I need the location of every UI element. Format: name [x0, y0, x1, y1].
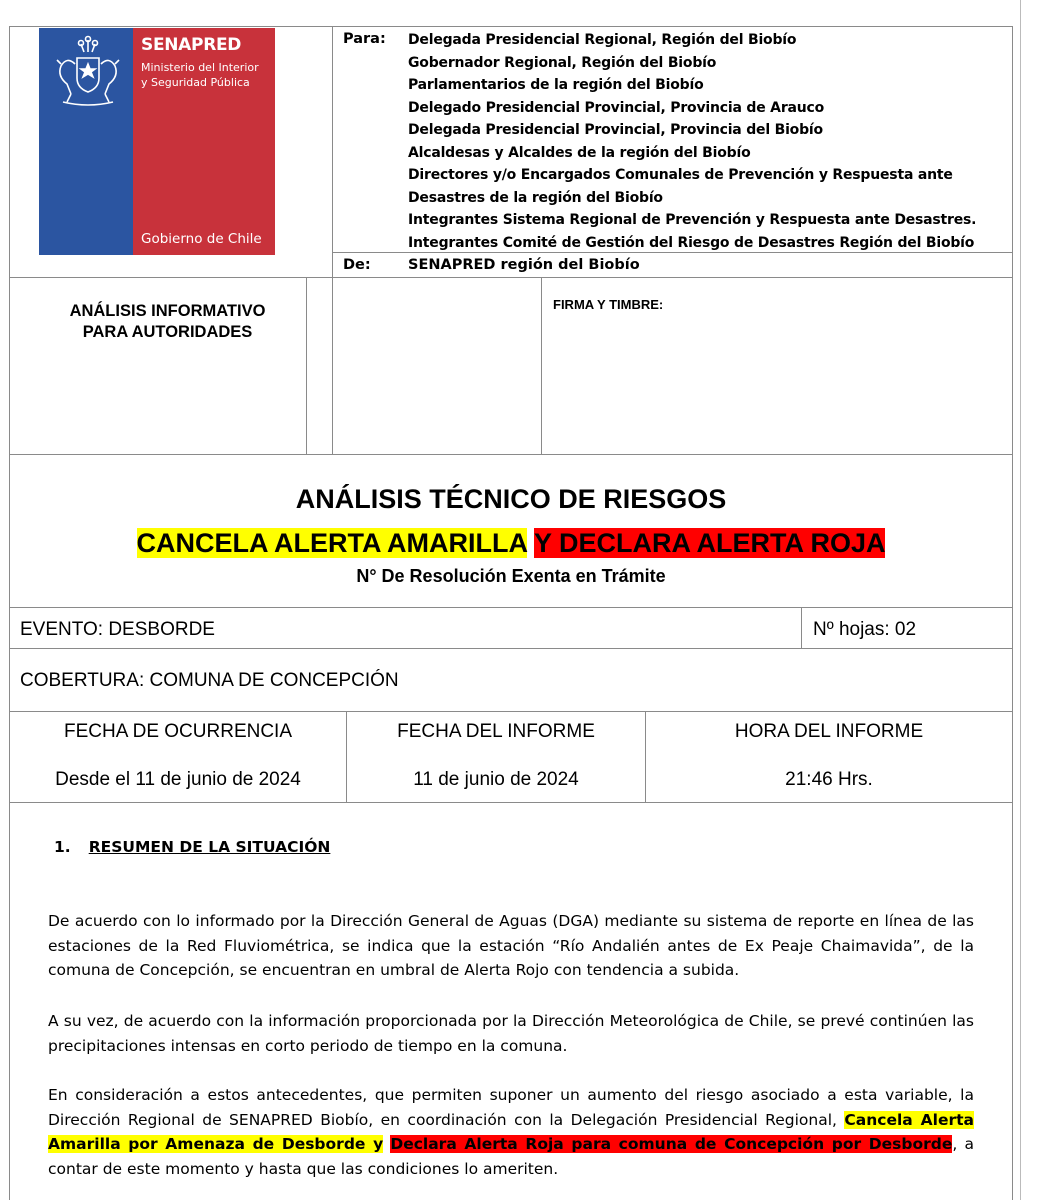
para-label: Para: [343, 31, 386, 47]
firma-label: FIRMA Y TIMBRE: [553, 297, 664, 312]
document-title: ANÁLISIS TÉCNICO DE RIESGOS [295, 484, 727, 514]
recipient-item: Directores y/o Encargados Comunales de Prevención y Respuesta ante [408, 167, 953, 183]
paragraph-2: A su vez, de acuerdo con la información proporcionada por la Dirección Meteorológica de Chile, se prevé continúen las precipitaciones intensas en corto periodo de tiempo en la comuna. [48, 1012, 974, 1055]
recipient-item: Desastres de la región del Biobío [408, 189, 663, 206]
fecha-informe-label: FECHA DEL INFORME [397, 721, 595, 742]
hora-informe-label: HORA DEL INFORME [734, 721, 924, 742]
senapred-logo [39, 28, 275, 255]
logo-government: Gobierno de Chile [141, 231, 262, 247]
hojas-divider [801, 607, 802, 648]
paragraph-1: De acuerdo con lo informado por la Dirección General de Aguas (DGA) mediante su sistema de reporte en línea de las estaciones de la Red Fluviométrica, se indica que la estación “Río Andalién antes de Ex Peaje Chaimavida”, de la comuna de Concepción, se encuentran en umbral de Alerta Rojo con tendencia a subida. [48, 912, 974, 979]
analisis-informativo [20, 301, 315, 343]
recipient-list [408, 29, 976, 254]
hora-informe-value: 21:46 Hrs. [785, 769, 873, 790]
hojas-field: Nº hojas: 02 [813, 619, 917, 640]
highlight-declara: Declara Alerta Roja para comuna de Concepción por Desborde [390, 1135, 953, 1153]
logo-blue-panel [39, 28, 133, 255]
fecha-ocurrencia-value: Desde el 11 de junio de 2024 [55, 769, 301, 790]
recipient-item: Parlamentarios de la región del Biobío [408, 77, 704, 93]
evento-field: EVENTO: DESBORDE [20, 619, 215, 640]
recipient-item: Integrantes Sistema Regional de Prevención y Respuesta ante Desastres. [408, 212, 977, 228]
paragraph-3-end: , a contar de este momento y hasta que las condiciones lo ameriten. [48, 1135, 974, 1178]
table-border [10, 26, 1012, 27]
alert-red: Y DECLARA ALERTA ROJA [533, 528, 886, 558]
section-title: RESUMEN DE LA SITUACIÓN [88, 838, 331, 856]
logo-brand: SENAPRED [141, 35, 242, 55]
dates-bottom-border [10, 802, 1012, 803]
document-page [9, 26, 1013, 1200]
recipient-item: Delegada Presidencial Provincial, Provincia del Biobío [408, 122, 823, 138]
highlight-cancela: Cancela Alerta Amarilla por Amenaza de Desborde y [48, 1110, 975, 1153]
event-top-border [10, 607, 1012, 608]
logo-ministry: Ministerio del Interior y Seguridad Pública [141, 61, 259, 89]
recipient-item: Integrantes Comité de Gestión del Riesgo de Desastres Región del Biobío [408, 234, 975, 251]
info-divider [332, 277, 333, 454]
paragraph-3 [48, 1083, 974, 1181]
resolution-subtitle: N° De Resolución Exenta en Trámite [356, 566, 666, 586]
recipient-item: Delegado Presidencial Provincial, Provincia de Arauco [408, 99, 825, 116]
recipient-item: Alcaldesas y Alcaldes de la región del Biobío [408, 144, 751, 161]
fecha-ocurrencia-label: FECHA DE OCURRENCIA [63, 721, 293, 742]
alert-title [10, 528, 1012, 559]
cobertura-field: COBERTURA: COMUNA DE CONCEPCIÓN [20, 670, 399, 691]
header-divider [332, 26, 333, 277]
analisis-line: ANÁLISIS INFORMATIVO [69, 302, 266, 320]
info-bottom-border [10, 454, 1012, 455]
recipient-item: Delegada Presidencial Regional, Región del Biobío [408, 32, 797, 48]
header-bottom-border [10, 277, 1012, 278]
coat-of-arms-icon [47, 34, 129, 110]
page-edge [1020, 0, 1049, 1200]
analisis-line: PARA AUTORIDADES [82, 323, 253, 341]
cobertura-bottom-border [10, 711, 1012, 712]
info-divider [541, 277, 542, 454]
fecha-informe-value: 11 de junio de 2024 [413, 769, 579, 790]
section-number: 1. [54, 838, 71, 856]
de-label: De: [343, 257, 371, 273]
de-value: SENAPRED región del Biobío [408, 257, 640, 273]
section-heading [54, 838, 330, 856]
alert-yellow: CANCELA ALERTA AMARILLA [136, 528, 527, 558]
paragraph-3-start: En consideración a estos antecedentes, que permiten suponer un aumento del riesgo asociado a esta variable, la Dirección Regional de SENAPRED Biobío, en coordinación con la Delegación Presidencial Regional, [48, 1086, 974, 1129]
event-bottom-border [10, 648, 1012, 649]
logo-red-panel [133, 28, 275, 255]
recipient-item: Gobernador Regional, Región del Biobío [408, 54, 717, 71]
